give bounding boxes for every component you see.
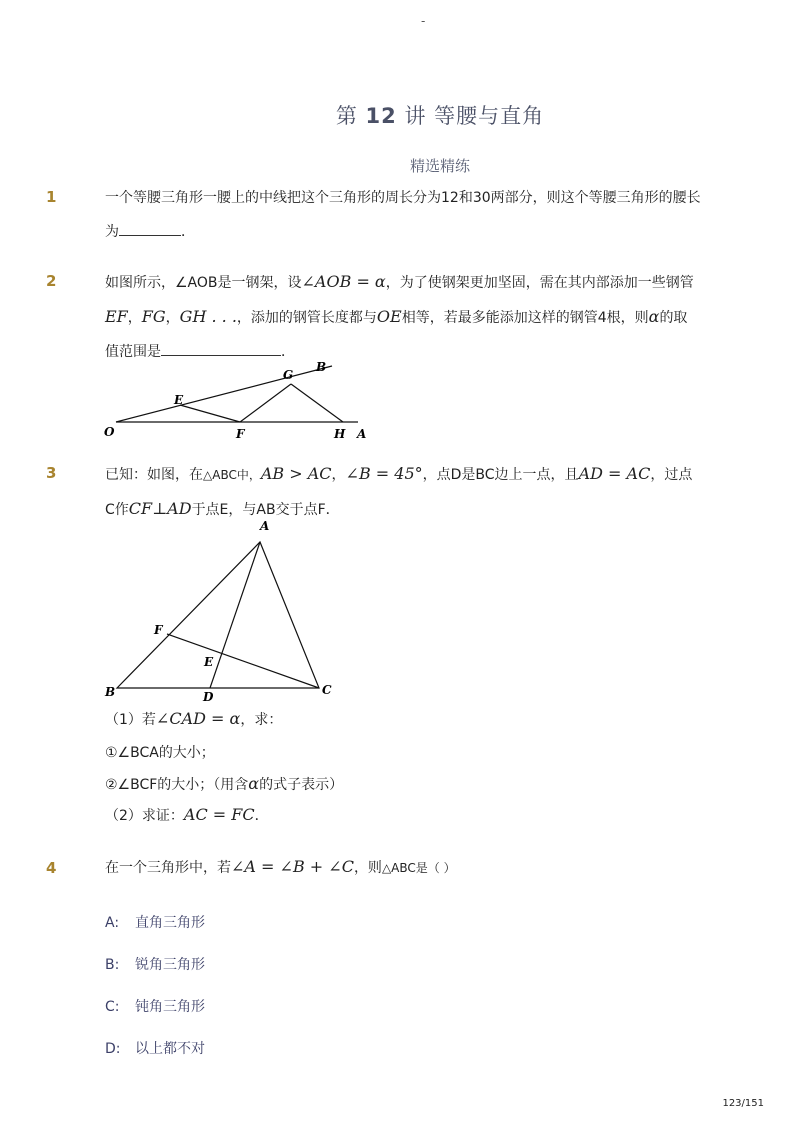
question-number-3: 3 [46,464,57,482]
q2-text-part: 相等，若最多能添加这样的钢管4根，则 [401,310,649,326]
q3-text-part: 已知：如图，在 [105,467,203,483]
q3-text-part: （2）求证： [105,808,184,824]
q3-text-part: ，过点 [650,467,693,483]
question-1-text [105,181,720,249]
page-number: 123/151 [722,1098,764,1109]
q3-text-part: ②∠BCF的大小；（用含 [105,777,249,793]
q2-text-part: ． [281,344,295,360]
point-label-d: D [203,690,214,704]
q3-text-part: 的式子表示） [259,777,344,793]
option-c[interactable] [105,996,205,1016]
top-mark: - [421,14,426,28]
q2-text-part: 值范围是 [105,344,161,360]
q2-text-part: 如图所示，∠AOB是一钢架，设 [105,275,302,291]
q3-text-part: △ABC中， [203,468,261,482]
q3-math-ac-eq-fc: AC = FC [183,805,255,824]
point-label-b: B [316,360,327,374]
q3-triangle-figure [100,518,340,708]
segment-fg [240,384,291,422]
option-text: 以上都不对 [135,1041,205,1057]
option-label: D: [105,1041,121,1057]
option-text: 直角三角形 [135,915,205,931]
question-4-text [105,857,456,877]
answer-blank [161,341,281,356]
section-subtitle: 精选精练 [409,157,470,175]
q2-math-alpha: α [648,307,660,326]
point-label-o: O [104,425,115,439]
q2-math-ef: EF [105,307,128,326]
option-text: 钝角三角形 [135,999,205,1015]
question-number-1: 1 [46,188,57,206]
ray-ob [116,366,332,422]
option-label: C: [105,999,120,1015]
q4-text-part: △ABC是（ ） [381,861,456,875]
q1-line2-suffix: ． [181,224,195,240]
answer-blank [119,221,181,236]
q3-math-angle-b: ∠B = 45° [345,464,423,483]
option-label: B: [105,957,120,973]
question-number-2: 2 [46,272,57,290]
q2-text-part: ， [127,310,142,326]
q2-text-part: ，添加的钢管长度都与 [236,310,377,326]
option-b[interactable] [105,954,205,974]
segment-ef [180,405,240,422]
q2-math-gh: GH . . . [179,307,237,326]
q3-text-part: （1）若 [105,712,156,728]
page-title [0,100,800,130]
segment-gh [291,384,343,422]
title-suffix: 讲 等腰与直角 [404,104,545,128]
q3-text-part: ，求： [240,712,283,728]
title-prefix: 第 [335,104,358,128]
point-label-e: E [204,655,214,669]
q3-text-part: ，点D是BC边上一点，且 [422,467,579,483]
point-label-h: H [334,427,346,441]
point-label-a: A [357,427,367,441]
q3-part2-prompt [105,805,269,825]
q3-part1-item2 [105,774,343,794]
point-label-g: G [283,368,294,382]
q3-text-part: ． [254,808,269,824]
q2-steel-frame-figure [100,358,380,446]
point-label-c: C [322,683,332,697]
option-d[interactable] [105,1038,205,1058]
q2-text-part: ， [165,310,180,326]
point-label-b: B [105,685,116,699]
segment-cf [167,634,319,688]
option-text: 锐角三角形 [135,957,205,973]
q3-text-part: 于点E，与AB交于点F． [191,502,340,518]
question-number-4: 4 [46,859,57,877]
q3-math-alpha: α [248,774,260,793]
point-label-a: A [260,519,270,533]
q3-part1-item1: ①∠BCA的大小； [105,745,215,761]
segment-ad [210,542,260,688]
q2-text-part: 的取 [659,310,688,326]
point-label-e: E [174,393,184,407]
q3-math-cad: ∠CAD = α [155,709,241,728]
q2-math-oe: OE [376,307,402,326]
q1-line2-prefix: 为 [105,224,119,240]
point-label-f: F [236,427,245,441]
title-number: 12 [365,104,397,128]
q3-part1-prompt [105,709,282,729]
question-3-text [105,457,725,527]
q3-math-ab-gt-ac: AB > AC [260,464,332,483]
option-label: A: [105,915,120,931]
option-a[interactable] [105,912,205,932]
q2-math-angle: ∠AOB = α [301,272,386,291]
q2-math-fg: FG [141,307,166,326]
q1-line1: 一个等腰三角形一腰上的中线把这个三角形的周长分为12和30两部分，则这个等腰三角形的腰长 [105,190,701,206]
q4-math-angles: ∠A = ∠B + ∠C [231,857,354,876]
q3-text-part: ， [331,467,346,483]
q2-text-part: ，为了使钢架更加坚固，需在其内部添加一些钢管 [385,275,694,291]
q4-text-part: 在一个三角形中，若 [105,860,231,876]
question-2-text [105,265,725,369]
point-label-f: F [154,623,163,637]
q3-math-ad-eq-ac: AD = AC [578,464,651,483]
q3-text-part: C作 [105,502,129,518]
q4-text-part: ，则 [353,860,382,876]
q3-math-perp: CF⊥AD [128,499,192,518]
